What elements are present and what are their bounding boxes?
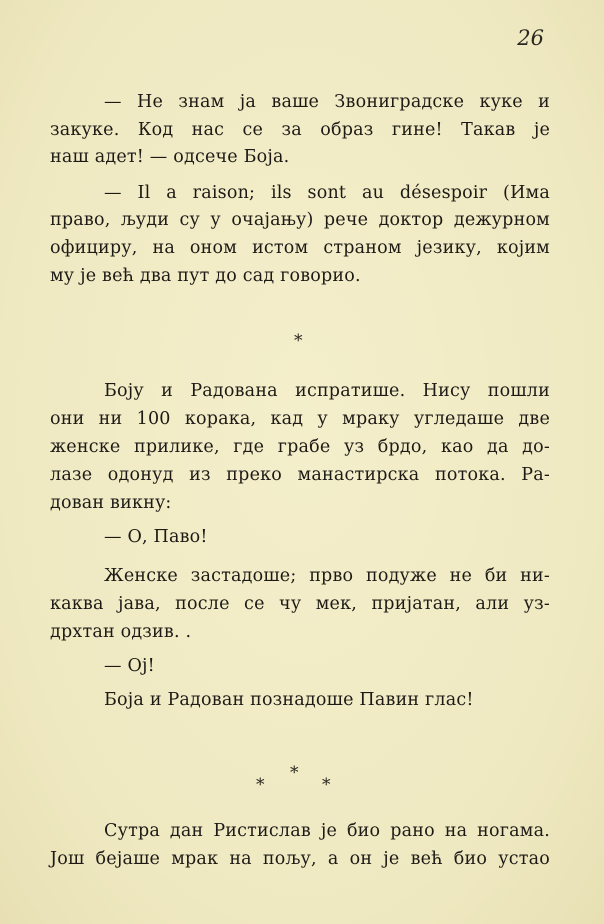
paragraph-3-line-4: лазе одонуд из преко манастирска потока. Ра- bbox=[50, 465, 550, 485]
paragraph-1-line-3: наш адет! — одсече Боја. bbox=[50, 147, 290, 167]
paragraph-1-line-1: — Не знам ја ваше Звониградске куке и bbox=[104, 92, 550, 112]
separator-star-top: * bbox=[290, 763, 299, 783]
paragraph-1-line-2: закуке. Код нас се за образ гине! Такав је bbox=[50, 120, 550, 140]
paragraph-2-line-3: официру, на оном истом страном језику, којим bbox=[50, 238, 550, 258]
paragraph-6-line-1: — Ој! bbox=[104, 656, 155, 676]
paragraph-5-line-3: дрхтан одзив. . bbox=[50, 622, 192, 642]
page-number: 26 bbox=[517, 26, 544, 50]
paragraph-3-line-5: дован викну: bbox=[50, 493, 172, 513]
paragraph-2-line-2: право, људи су у очајању) рече доктор дежурном bbox=[50, 210, 550, 230]
paragraph-3-line-1: Боју и Радована испратише. Нису пошли bbox=[104, 381, 550, 401]
paragraph-4-line-1: — О, Паво! bbox=[104, 527, 208, 547]
separator-star-right: * bbox=[322, 775, 331, 795]
paragraph-5-line-1: Женске застадоше; прво подуже не би ни- bbox=[104, 566, 550, 586]
paragraph-2-line-4: му је већ два пут до сад говорио. bbox=[50, 266, 361, 286]
separator-star-left: * bbox=[256, 775, 265, 795]
paragraph-3-line-2: они ни 100 корака, кад у мраку угледаше две bbox=[50, 409, 550, 429]
paragraph-7-line-1: Боја и Радован познадоше Павин глас! bbox=[104, 690, 474, 710]
paragraph-8-line-1: Сутра дан Ристислав је био рано на ногама. bbox=[104, 821, 550, 841]
separator-star: * bbox=[294, 331, 303, 351]
paragraph-8-line-2: Још бејаше мрак на пољу, а он је већ био устао bbox=[50, 849, 550, 869]
paragraph-3-line-3: женске прилике, где грабе уз брдо, као да до- bbox=[50, 437, 550, 457]
paragraph-5-line-2: каква јава, после се чу мек, пријатан, али уз- bbox=[50, 594, 550, 614]
paragraph-2-line-1: — Il a raison; ils sont au désespoir (Има bbox=[104, 183, 550, 203]
